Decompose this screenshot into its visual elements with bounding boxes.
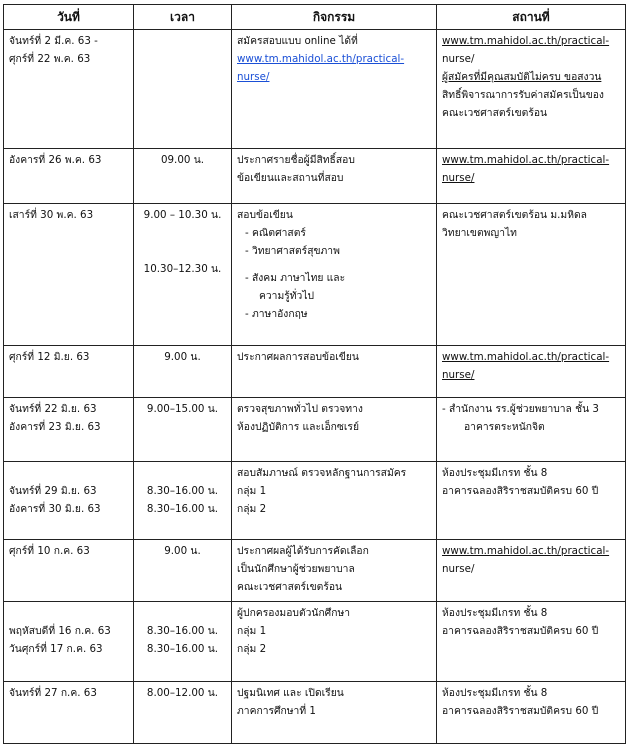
website-link-cont[interactable]: nurse/ — [442, 369, 475, 381]
place-cell: ห้องประชุมมีเกรท ชั้น 8 อาคารฉลองสิริราชสมบัติครบ 60 ปี — [437, 602, 626, 682]
table-row — [4, 540, 626, 602]
day-cell: จันทร์ที่ 22 มิ.ย. 63 อังคารที่ 23 มิ.ย. 63 — [4, 398, 134, 462]
table-row — [4, 462, 626, 540]
place-cell: www.tm.mahidol.ac.th/practical- nurse/ ผู้สมัครที่มีคุณสมบัติไม่ครบ ขอสงวน สิทธิ์พิจารณาการรับค่าสมัครเป็นของ คณะเวชศาสตร์เขตร้อน — [437, 30, 626, 149]
activity-cell: ประกาศผลผู้ได้รับการคัดเลือก เป็นนักศึกษาผู้ช่วยพยาบาล คณะเวชศาสตร์เขตร้อน — [232, 540, 437, 602]
activity-cell: สอบสัมภาษณ์ ตรวจหลักฐานการสมัคร กลุ่ม 1 กลุ่ม 2 — [232, 462, 437, 540]
day-cell: พฤหัสบดีที่ 16 ก.ค. 63 วันศุกร์ที่ 17 ก.ค. 63 — [4, 602, 134, 682]
time-cell: 9.00 น. — [134, 540, 232, 602]
time-cell: 9.00 น. — [134, 346, 232, 398]
place-cell: ห้องประชุมมีเกรท ชั้น 8 อาคารฉลองสิริราชสมบัติครบ 60 ปี — [437, 682, 626, 744]
time-cell — [134, 30, 232, 149]
website-link[interactable]: www.tm.mahidol.ac.th/practical- — [442, 35, 610, 47]
activity-cell: ปฐมนิเทศ และ เปิดเรียน ภาคการศึกษาที่ 1 — [232, 682, 437, 744]
register-link-cont[interactable]: nurse/ — [237, 71, 270, 83]
time-cell: 8.30–16.00 น. 8.30–16.00 น. — [134, 462, 232, 540]
header-row — [4, 5, 626, 30]
day-cell: อังคารที่ 26 พ.ค. 63 — [4, 149, 134, 204]
activity-cell: สมัครสอบแบบ online ได้ที่ www.tm.mahidol.ac.th/practical- nurse/ — [232, 30, 437, 149]
schedule-table — [3, 4, 626, 744]
time-cell: 9.00 – 10.30 น. 10.30–12.30 น. — [134, 204, 232, 346]
place-cell: www.tm.mahidol.ac.th/practical- nurse/ — [437, 540, 626, 602]
activity-cell: ประกาศผลการสอบข้อเขียน — [232, 346, 437, 398]
website-link-cont[interactable]: nurse/ — [442, 172, 475, 184]
table-row — [4, 602, 626, 682]
table-row — [4, 149, 626, 204]
day-cell: เสาร์ที่ 30 พ.ค. 63 — [4, 204, 134, 346]
time-cell: 09.00 น. — [134, 149, 232, 204]
place-cell: ห้องประชุมมีเกรท ชั้น 8 อาคารฉลองสิริราชสมบัติครบ 60 ปี — [437, 462, 626, 540]
website-link[interactable]: www.tm.mahidol.ac.th/practical- — [442, 351, 610, 363]
table-row — [4, 682, 626, 744]
header-time: เวลา — [134, 5, 232, 30]
website-link[interactable]: www.tm.mahidol.ac.th/practical- — [442, 545, 610, 557]
time-cell: 8.30–16.00 น. 8.30–16.00 น. — [134, 602, 232, 682]
register-link[interactable]: www.tm.mahidol.ac.th/practical- — [237, 53, 405, 65]
day-cell: จันทร์ที่ 2 มี.ค. 63 - ศุกร์ที่ 22 พ.ค. 63 — [4, 30, 134, 149]
day-cell: จันทร์ที่ 27 ก.ค. 63 — [4, 682, 134, 744]
activity-cell: ผู้ปกครองมอบตัวนักศึกษา กลุ่ม 1 กลุ่ม 2 — [232, 602, 437, 682]
header-place: สถานที่ — [437, 5, 626, 30]
time-cell: 9.00–15.00 น. — [134, 398, 232, 462]
table-row — [4, 30, 626, 149]
activity-cell: ประกาศรายชื่อผู้มีสิทธิ์สอบ ข้อเขียนและสถานที่สอบ — [232, 149, 437, 204]
table-row — [4, 346, 626, 398]
place-cell — [437, 346, 626, 398]
header-activity: กิจกรรม — [232, 5, 437, 30]
time-cell: 8.00–12.00 น. — [134, 682, 232, 744]
place-cell: - สำนักงาน รร.ผู้ช่วยพยาบาล ชั้น 3 อาคารตระหนักจิต — [437, 398, 626, 462]
activity-cell: ตรวจสุขภาพทั่วไป ตรวจทาง ห้องปฏิบัติการ และเอ็กซเรย์ — [232, 398, 437, 462]
day-cell: ศุกร์ที่ 10 ก.ค. 63 — [4, 540, 134, 602]
place-cell — [437, 149, 626, 204]
header-day: วันที่ — [4, 5, 134, 30]
table-row — [4, 398, 626, 462]
website-link[interactable]: www.tm.mahidol.ac.th/practical- — [442, 154, 610, 166]
activity-cell: สอบข้อเขียน - คณิตศาสตร์ - วิทยาศาสตร์สุขภาพ - สังคม ภาษาไทย และ ความรู้ทั่วไป - ภาษาอังกฤษ — [232, 204, 437, 346]
day-cell: จันทร์ที่ 29 มิ.ย. 63 อังคารที่ 30 มิ.ย. 63 — [4, 462, 134, 540]
place-cell: คณะเวชศาสตร์เขตร้อน ม.มหิดล วิทยาเขตพญาไท — [437, 204, 626, 346]
table-row — [4, 204, 626, 346]
day-cell: ศุกร์ที่ 12 มิ.ย. 63 — [4, 346, 134, 398]
